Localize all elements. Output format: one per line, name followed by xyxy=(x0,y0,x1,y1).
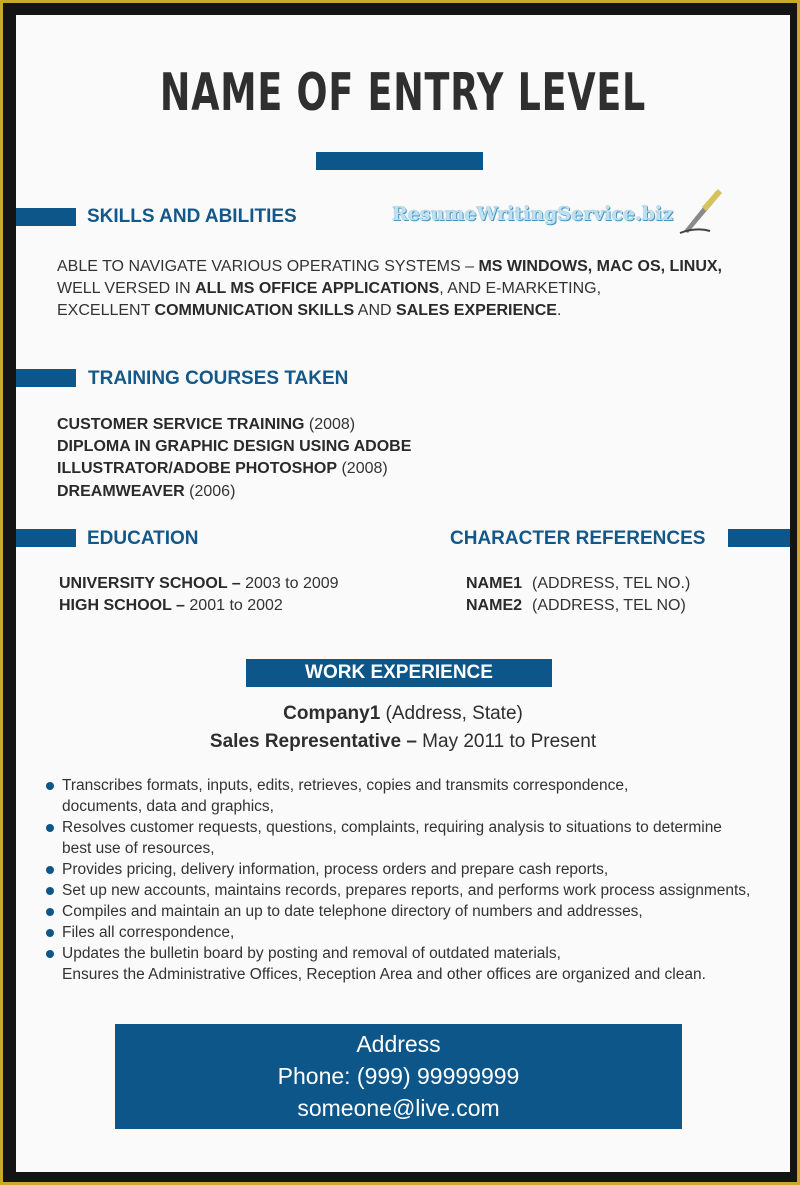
skills-line-3: EXCELLENT COMMUNICATION SKILLS AND SALES EXPERIENCE. xyxy=(57,302,562,319)
references-bar xyxy=(728,529,790,547)
bullet-icon xyxy=(46,866,54,874)
skills-heading: SKILLS AND ABILITIES xyxy=(87,206,297,227)
skills-line-2: WELL VERSED IN ALL MS OFFICE APPLICATIONS, AND E-MARKETING, xyxy=(57,280,602,297)
list-item: Compiles and maintain an up to date telephone directory of numbers and addresses, xyxy=(44,901,784,922)
work-duties-list xyxy=(44,775,784,985)
education-item: UNIVERSITY SCHOOL – 2003 to 2009 xyxy=(59,575,339,592)
list-item: Provides pricing, delivery information, process orders and prepare cash reports, xyxy=(44,859,784,880)
company-name: Company1 xyxy=(283,703,381,724)
list-item: Transcribes formats, inputs, edits, retrieves, copies and transmits correspondence, documents, data and graphics, xyxy=(44,775,784,817)
reference-item: NAME1 (ADDRESS, TEL NO.) xyxy=(466,575,691,592)
training-item: ILLUSTRATOR/ADOBE PHOTOSHOP (2008) xyxy=(57,460,388,477)
list-item: Updates the bulletin board by posting and removal of outdated materials, Ensures the Administrative Offices, Reception Area and other offices are organized and clean. xyxy=(44,943,784,985)
reference-item: NAME2 (ADDRESS, TEL NO) xyxy=(466,597,686,614)
bullet-icon xyxy=(46,824,54,832)
quill-icon xyxy=(676,187,724,235)
contact-email: someone@live.com xyxy=(297,1095,500,1121)
watermark-logo: ResumeWritingService.biz xyxy=(392,203,674,225)
education-bar xyxy=(16,529,76,547)
bullet-icon xyxy=(46,950,54,958)
work-experience-heading: WORK EXPERIENCE xyxy=(246,659,552,687)
training-item: DIPLOMA IN GRAPHIC DESIGN USING ADOBE xyxy=(57,438,412,455)
resume-page xyxy=(16,15,790,1172)
company-location: (Address, State) xyxy=(380,703,523,724)
training-item: DREAMWEAVER (2006) xyxy=(57,483,236,500)
list-item: Set up new accounts, maintains records, prepares reports, and performs work process assignments, xyxy=(44,880,784,901)
position-line xyxy=(16,731,790,753)
education-heading: EDUCATION xyxy=(87,528,199,549)
list-item: Resolves customer requests, questions, complaints, requiring analysis to situations to determine best use of resources, xyxy=(44,817,784,859)
position-period: May 2011 to Present xyxy=(416,731,597,752)
position-title: Sales Representative – xyxy=(209,731,417,752)
skills-line-1: ABLE TO NAVIGATE VARIOUS OPERATING SYSTEMS – MS WINDOWS, MAC OS, LINUX, xyxy=(57,258,722,275)
references-heading: CHARACTER REFERENCES xyxy=(450,528,706,549)
contact-address: Address xyxy=(356,1031,441,1057)
bullet-icon xyxy=(46,782,54,790)
bullet-icon xyxy=(46,908,54,916)
list-item: Files all correspondence, xyxy=(44,922,784,943)
training-item: CUSTOMER SERVICE TRAINING (2008) xyxy=(57,416,356,433)
company-line xyxy=(16,703,790,725)
training-bar xyxy=(16,369,76,387)
training-heading: TRAINING COURSES TAKEN xyxy=(88,368,349,389)
name-title: NAME OF ENTRY LEVEL xyxy=(159,63,647,123)
title-accent-bar xyxy=(316,152,483,170)
contact-box xyxy=(115,1024,682,1129)
contact-phone: Phone: (999) 99999999 xyxy=(277,1063,520,1089)
skills-bar xyxy=(16,208,76,226)
bullet-icon xyxy=(46,887,54,895)
education-item: HIGH SCHOOL – 2001 to 2002 xyxy=(59,597,283,614)
resume-frame xyxy=(3,3,797,1182)
bullet-icon xyxy=(46,929,54,937)
